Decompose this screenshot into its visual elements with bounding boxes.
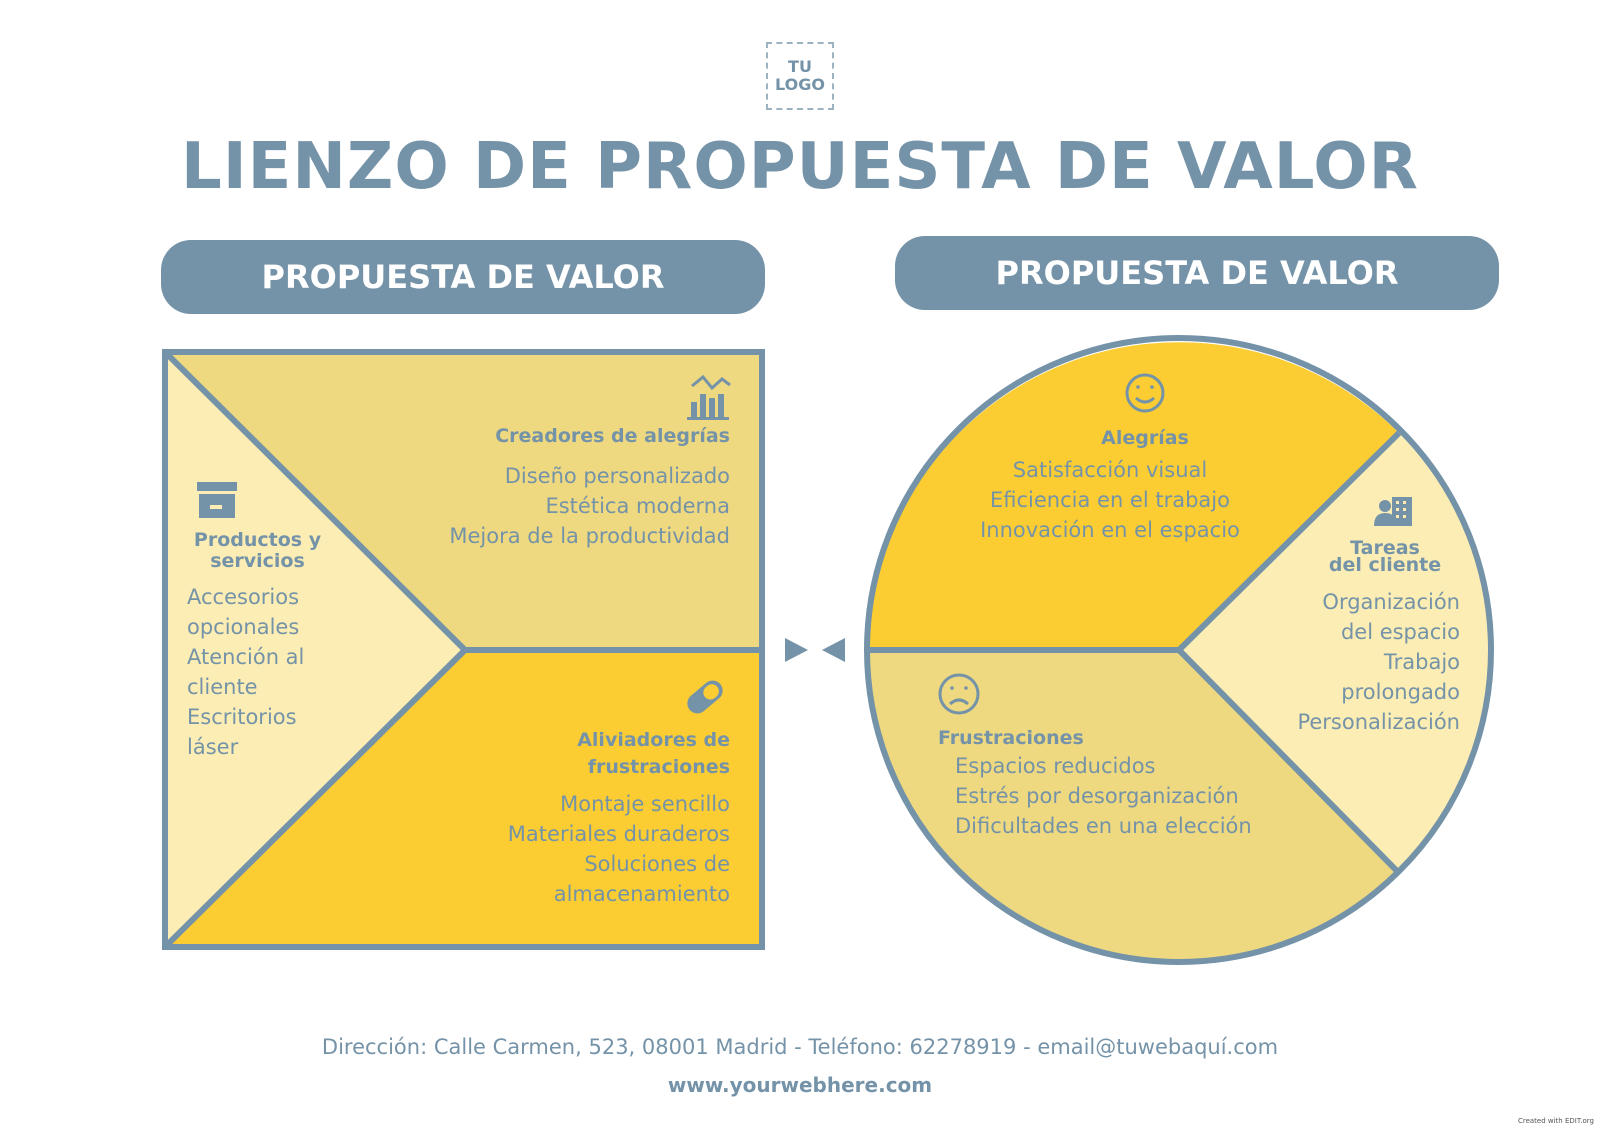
list-item: cliente <box>187 675 258 699</box>
pains-list <box>955 751 1295 841</box>
footer-website[interactable]: www.yourwebhere.com <box>667 1073 933 1097</box>
jobs-title-line-2: del cliente <box>1328 554 1442 576</box>
logo-line-2: LOGO <box>775 75 825 94</box>
products-title <box>185 530 330 572</box>
pain-relievers-title <box>480 727 730 781</box>
fit-arrow-left-icon <box>822 638 845 662</box>
gains-title: Alegrías <box>1101 427 1189 449</box>
list-item: Atención al <box>187 645 305 669</box>
products-title-line-1: Productos y <box>193 529 322 551</box>
customer-profile-header: PROPUESTA DE VALOR <box>895 236 1499 310</box>
list-item: Satisfacción visual <box>1012 458 1208 482</box>
credit-text: Created with EDIT.org <box>1517 1117 1594 1125</box>
list-item: del espacio <box>1340 620 1460 644</box>
footer-address: Dirección: Calle Carmen, 523, 08001 Madrid - Teléfono: 62278919 - email@tuwebaquí.com <box>321 1035 1279 1059</box>
list-item: Trabajo <box>1383 650 1460 674</box>
list-item: Eficiencia en el trabajo <box>990 488 1230 512</box>
gain-creators-title: Creadores de alegrías <box>495 425 730 447</box>
pain-relievers-list <box>440 789 730 909</box>
list-item: Materiales duraderos <box>507 822 730 846</box>
list-item: Mejora de la productividad <box>449 524 730 548</box>
jobs-title <box>1310 537 1460 576</box>
list-item: almacenamiento <box>553 882 730 906</box>
list-item: Estética moderna <box>545 494 730 518</box>
list-item: Dificultades en una elección <box>955 814 1252 838</box>
list-item: prolongado <box>1341 680 1460 704</box>
products-list <box>187 582 357 762</box>
logo-line-1: TU <box>788 57 812 76</box>
list-item: Estrés por desorganización <box>955 784 1239 808</box>
jobs-title-line-1: Tareas <box>1350 537 1420 559</box>
list-item: Organización <box>1322 590 1460 614</box>
list-item: Personalización <box>1297 710 1460 734</box>
list-item: Diseño personalizado <box>504 464 730 488</box>
list-item: láser <box>187 735 239 759</box>
list-item: Montaje sencillo <box>560 792 730 816</box>
pains-title: Frustraciones <box>938 727 1084 749</box>
products-title-line-2: servicios <box>210 550 305 572</box>
page-title: LIENZO DE PROPUESTA DE VALOR <box>181 130 1419 204</box>
box-icon <box>197 482 237 518</box>
list-item: Escritorios <box>187 705 297 729</box>
gain-creators-list <box>400 461 730 551</box>
value-map-header: PROPUESTA DE VALOR <box>161 240 765 314</box>
list-item: Accesorios <box>187 585 300 609</box>
pain-relievers-title-line-1: Aliviadores de <box>577 729 730 751</box>
list-item: Soluciones de <box>584 852 730 876</box>
gains-list <box>960 455 1260 545</box>
fit-arrow-right-icon <box>785 638 808 662</box>
jobs-list <box>1255 587 1460 737</box>
list-item: opcionales <box>187 615 300 639</box>
list-item: Espacios reducidos <box>955 754 1156 778</box>
pain-relievers-title-line-2: frustraciones <box>587 756 730 778</box>
list-item: Innovación en el espacio <box>980 518 1240 542</box>
